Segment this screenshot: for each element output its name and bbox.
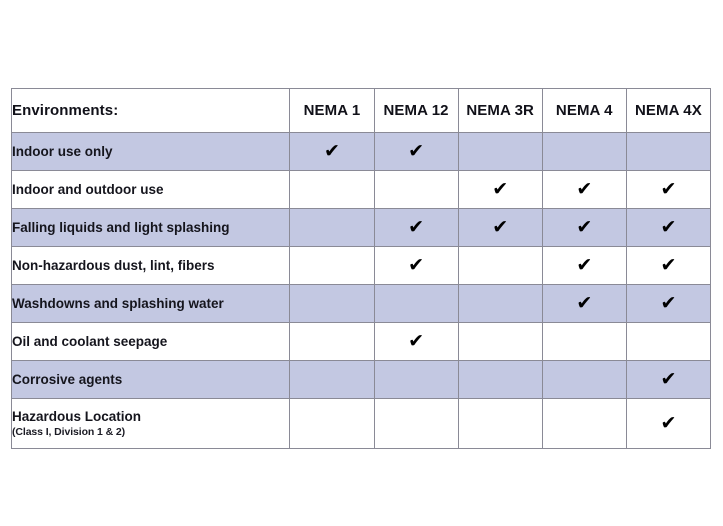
environment-label: Falling liquids and light splashing [12, 219, 230, 235]
empty-cell [374, 171, 458, 209]
table-row [12, 133, 711, 171]
check-cell [542, 285, 626, 323]
table-row [12, 399, 711, 449]
check-cell [374, 133, 458, 171]
checkmark-icon: ✔ [576, 177, 593, 200]
checkmark-icon: ✔ [576, 291, 593, 314]
checkmark-icon: ✔ [408, 139, 425, 162]
empty-cell [290, 171, 374, 209]
checkmark-icon: ✔ [660, 291, 677, 314]
table-header [12, 89, 711, 133]
checkmark-icon: ✔ [323, 139, 340, 162]
checkmark-icon: ✔ [660, 411, 677, 434]
empty-cell [542, 361, 626, 399]
table-header-row [12, 89, 711, 133]
check-cell [542, 209, 626, 247]
table-body [12, 133, 711, 449]
column-header-nema-4: NEMA 4 [542, 89, 626, 133]
check-cell [290, 133, 374, 171]
table-row [12, 247, 711, 285]
check-cell [626, 209, 710, 247]
environment-label: Hazardous Location [12, 408, 142, 424]
environment-label: Washdowns and splashing water [12, 295, 224, 311]
empty-cell [626, 133, 710, 171]
environment-label-cell [12, 247, 290, 285]
environment-label-cell [12, 323, 290, 361]
check-cell [626, 361, 710, 399]
check-cell [626, 171, 710, 209]
environment-sub-label: (Class I, Division 1 & 2) [12, 426, 126, 439]
table-row [12, 171, 711, 209]
check-cell [542, 171, 626, 209]
nema-enclosure-rating-table [11, 88, 711, 449]
environment-label-cell [12, 361, 290, 399]
empty-cell [458, 285, 542, 323]
checkmark-icon: ✔ [492, 215, 509, 238]
table-row [12, 285, 711, 323]
check-cell [626, 247, 710, 285]
check-cell [458, 171, 542, 209]
environment-label-cell [12, 133, 290, 171]
environment-label: Non-hazardous dust, lint, fibers [12, 257, 215, 273]
checkmark-icon: ✔ [576, 253, 593, 276]
empty-cell [542, 323, 626, 361]
empty-cell [458, 247, 542, 285]
empty-cell [290, 323, 374, 361]
empty-cell [374, 361, 458, 399]
empty-cell [290, 209, 374, 247]
checkmark-icon: ✔ [660, 177, 677, 200]
checkmark-icon: ✔ [492, 177, 509, 200]
checkmark-icon: ✔ [408, 329, 425, 352]
environment-label-cell [12, 399, 290, 449]
empty-cell [542, 399, 626, 449]
empty-cell [290, 361, 374, 399]
check-cell [374, 247, 458, 285]
column-header-nema-1: NEMA 1 [290, 89, 374, 133]
environment-label-cell [12, 171, 290, 209]
check-cell [374, 323, 458, 361]
environment-label-cell [12, 209, 290, 247]
empty-cell [458, 399, 542, 449]
empty-cell [290, 247, 374, 285]
checkmark-icon: ✔ [660, 367, 677, 390]
empty-cell [626, 323, 710, 361]
empty-cell [290, 285, 374, 323]
checkmark-icon: ✔ [660, 215, 677, 238]
environment-label: Indoor use only [12, 143, 113, 159]
column-header-nema-3r: NEMA 3R [458, 89, 542, 133]
column-header-nema-12: NEMA 12 [374, 89, 458, 133]
check-cell [374, 209, 458, 247]
checkmark-icon: ✔ [408, 253, 425, 276]
environment-label: Corrosive agents [12, 371, 123, 387]
column-header-environments: Environments: [12, 89, 290, 133]
empty-cell [458, 323, 542, 361]
empty-cell [374, 285, 458, 323]
check-cell [626, 285, 710, 323]
empty-cell [458, 361, 542, 399]
empty-cell [542, 133, 626, 171]
environment-label-cell [12, 285, 290, 323]
empty-cell [290, 399, 374, 449]
checkmark-icon: ✔ [576, 215, 593, 238]
environment-label: Oil and coolant seepage [12, 333, 168, 349]
table-row [12, 209, 711, 247]
column-header-nema-4x: NEMA 4X [626, 89, 710, 133]
empty-cell [374, 399, 458, 449]
check-cell [542, 247, 626, 285]
check-cell [626, 399, 710, 449]
checkmark-icon: ✔ [660, 253, 677, 276]
table-row [12, 323, 711, 361]
table-row [12, 361, 711, 399]
environment-label: Indoor and outdoor use [12, 181, 164, 197]
check-cell [458, 209, 542, 247]
empty-cell [458, 133, 542, 171]
checkmark-icon: ✔ [408, 215, 425, 238]
